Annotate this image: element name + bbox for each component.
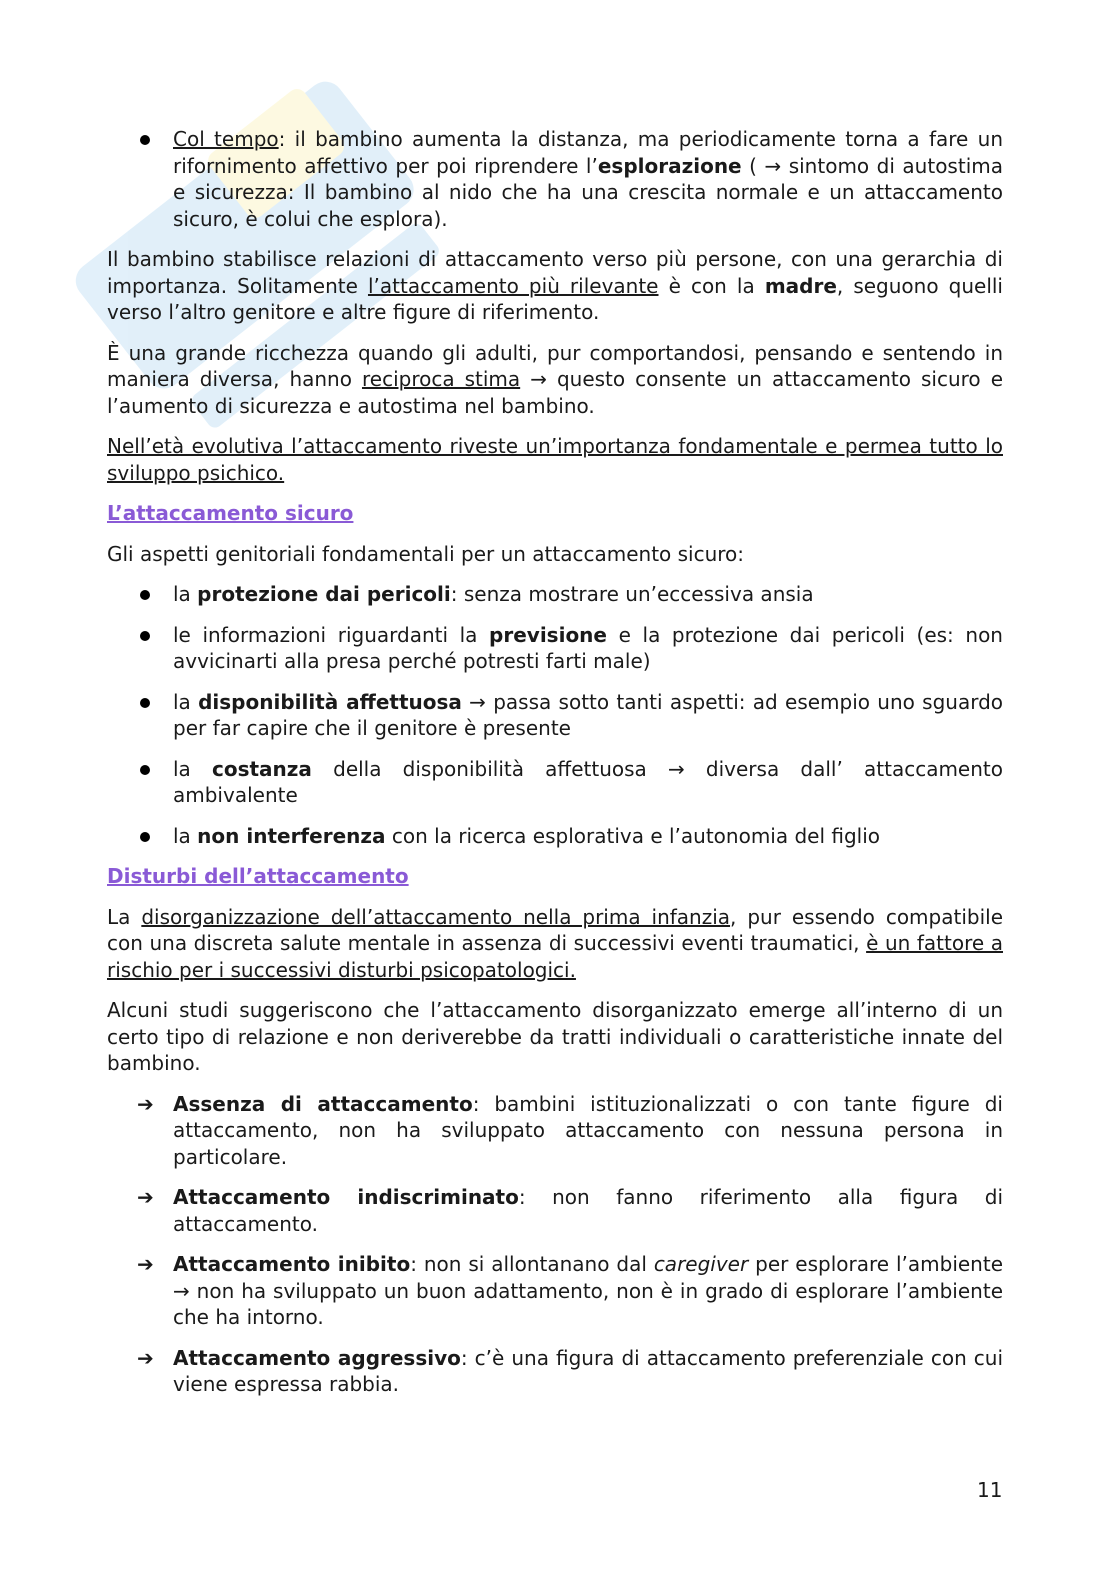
bold-term: Attaccamento indiscriminato xyxy=(173,1185,519,1209)
paragraph xyxy=(107,904,1003,984)
text: le informazioni riguardanti la xyxy=(173,622,490,647)
paragraph xyxy=(107,246,1003,326)
arrow-bullet-icon: ➔ xyxy=(137,1345,154,1370)
italic-term: caregiver xyxy=(653,1252,749,1276)
section-heading: Disturbi dell’attaccamento xyxy=(107,864,409,888)
section-heading: L’attaccamento sicuro xyxy=(107,501,354,525)
paragraph: Alcuni studi suggeriscono che l’attaccamento disorganizzato emerge all’interno di un certo tipo di relazione e non deriverebbe da tratti individuali o caratteristiche innate del bambino. xyxy=(107,998,1003,1075)
underlined-text: reciproca stima xyxy=(361,367,521,391)
attachment-disorders-list xyxy=(107,1091,1003,1398)
bullet-icon xyxy=(140,832,150,842)
list-item xyxy=(107,823,1003,850)
page-number: 11 xyxy=(977,1478,1003,1502)
list-item xyxy=(107,1251,1003,1331)
list-item xyxy=(107,756,1003,809)
paragraph xyxy=(107,340,1003,420)
paragraph: Nell’età evolutiva l’attaccamento riveste un’importanza fondamentale e permea tutto lo sviluppo psichico. xyxy=(107,434,1003,485)
text: : c’è una figura di attaccamento preferenziale con cui viene espressa rabbia. xyxy=(173,1345,1003,1396)
text: della disponibilità affettuosa → diversa dall’ attaccamento ambivalente xyxy=(173,756,1003,807)
text: la xyxy=(173,582,198,606)
list-item xyxy=(107,622,1003,675)
text: : bambini istituzionalizzati o con tante figure di attaccamento, non ha sviluppato attaccamento con nessuna persona in particolare. xyxy=(173,1091,1003,1169)
underlined-text: è un fattore a rischio per i successivi disturbi psicopatologici. xyxy=(107,931,1003,982)
bold-term: Attaccamento aggressivo xyxy=(173,1345,461,1370)
bold-term: esplorazione xyxy=(597,153,742,178)
text: → questo consente un attaccamento sicuro e l’aumento di sicurezza e autostima nel bambino. xyxy=(107,367,1003,418)
bold-term: non interferenza xyxy=(197,823,386,848)
list-item xyxy=(107,581,1003,608)
text: : non si allontanano dal xyxy=(410,1252,654,1276)
text: per esplorare l’ambiente → non ha sviluppato un buon adattamento, non è in grado di esplorare l’ambiente che ha intorno. xyxy=(173,1252,1003,1329)
document-page xyxy=(107,126,1003,1412)
text: È una grande ricchezza quando gli adulti, pur comportandosi, pensando e sentendo in maniera diversa, hanno xyxy=(107,340,1003,391)
underlined-text: Col tempo xyxy=(173,127,279,151)
list-item xyxy=(107,689,1003,742)
text: : non fanno riferimento alla figura di attaccamento. xyxy=(173,1185,1004,1236)
bullet-icon xyxy=(140,698,150,708)
text: con la ricerca esplorativa e l’autonomia del figlio xyxy=(385,823,881,848)
text: → passa sotto tanti aspetti: ad esempio uno sguardo per far capire che il genitore è presente xyxy=(173,689,1004,740)
bold-term: madre xyxy=(764,273,837,298)
underlined-text: disorganizzazione dell’attaccamento nella prima infanzia xyxy=(141,904,731,929)
bullet-icon xyxy=(140,135,150,145)
text: La xyxy=(107,904,142,929)
bullet-icon xyxy=(140,590,150,600)
list-item xyxy=(107,1345,1003,1398)
text: Il bambino stabilisce relazioni di attaccamento verso più persone, con una gerarchia di importanza. Solitamente xyxy=(107,247,1003,298)
text: la xyxy=(173,823,198,848)
text: è con la xyxy=(658,273,765,298)
text: la xyxy=(173,756,212,781)
list-item xyxy=(107,1184,1003,1237)
bold-term: costanza xyxy=(212,756,312,781)
arrow-bullet-icon: ➔ xyxy=(137,1185,154,1209)
underlined-text: l’attaccamento più rilevante xyxy=(367,273,659,298)
text: e la protezione dai pericoli (es: non avvicinarti alla presa perché potresti farti male) xyxy=(173,622,1003,673)
bold-term: Attaccamento inibito xyxy=(173,1252,411,1276)
text: la xyxy=(173,689,199,714)
text: : il bambino aumenta la distanza, ma periodicamente torna a fare un rifornimento affettivo per poi riprendere l’ xyxy=(173,127,1003,178)
paragraph: Gli aspetti genitoriali fondamentali per un attaccamento sicuro: xyxy=(107,541,745,566)
bold-term: protezione dai pericoli xyxy=(197,582,451,606)
secure-attachment-list xyxy=(107,581,1003,849)
bullet-icon xyxy=(140,631,150,641)
text: , seguono quelli verso l’altro genitore e altre figure di riferimento. xyxy=(107,273,1003,324)
text: : senza mostrare un’eccessiva ansia xyxy=(450,582,814,606)
list-item xyxy=(107,126,1003,232)
list-item xyxy=(107,1091,1003,1171)
bullet-icon xyxy=(140,765,150,775)
bold-term: Assenza di attaccamento xyxy=(173,1091,473,1116)
arrow-bullet-icon: ➔ xyxy=(137,1252,154,1276)
bold-term: previsione xyxy=(489,622,607,647)
arrow-bullet-icon: ➔ xyxy=(137,1091,154,1116)
text: , pur essendo compatibile con una discreta salute mentale in assenza di successivi eventi traumatici, xyxy=(107,904,1003,955)
text: ( → sintomo di autostima e sicurezza: Il bambino al nido che ha una crescita normale e un attaccamento sicuro, è colui che esplora). xyxy=(173,153,1003,231)
intro-list xyxy=(107,126,1003,232)
bold-term: disponibilità affettuosa xyxy=(198,689,462,714)
